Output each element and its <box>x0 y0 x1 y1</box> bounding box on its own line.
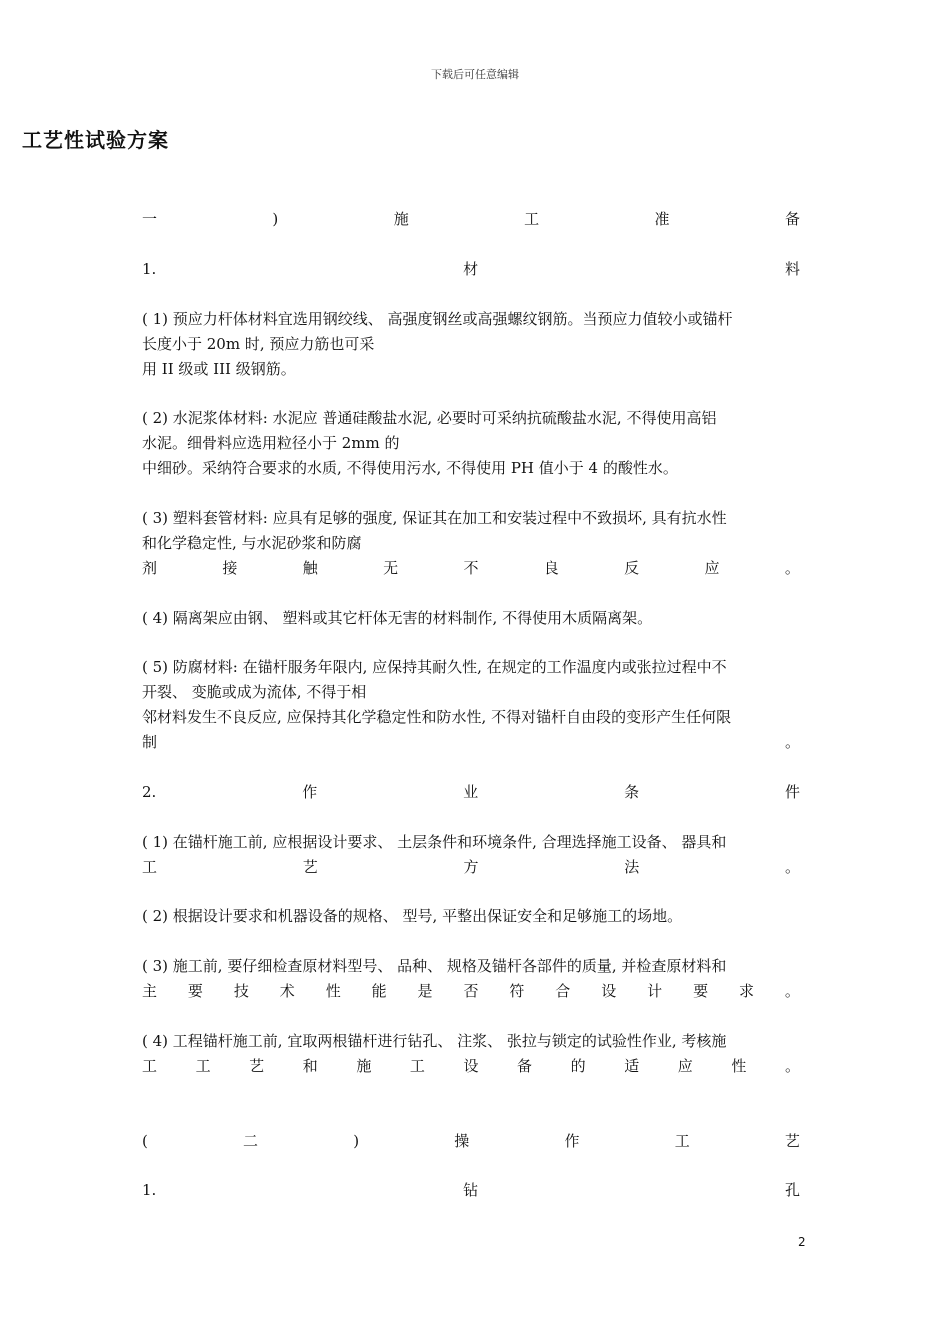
justified-token: 施 <box>356 1057 372 1075</box>
justified-token: 作 <box>302 783 318 801</box>
justified-token: 工 <box>142 1057 158 1075</box>
spread-line <box>142 1129 800 1154</box>
justified-token: 1. <box>142 1181 157 1199</box>
paragraph-line: ( 2) 水泥浆体材料: 水泥应 普通硅酸盐水泥, 必要时可采纳抗硫酸盐水泥, 不得使用高铝 <box>142 409 717 427</box>
justified-token: 方 <box>463 858 479 876</box>
justified-token: 无 <box>383 559 399 577</box>
justified-token: 法 <box>624 858 640 876</box>
justified-token: 艺 <box>249 1057 265 1075</box>
paragraph-line: ( 3) 塑料套管材料: 应具有足够的强度, 保证其在加工和安装过程中不致损坏, 具有抗水性 <box>142 509 727 527</box>
justified-token: 是 <box>417 982 433 1000</box>
justified-token: 1. <box>142 260 157 278</box>
document-title: 工艺性试验方案 <box>22 128 169 152</box>
justified-token: 施 <box>393 210 409 228</box>
justified-token: 计 <box>647 982 663 1000</box>
paragraph-line: 开裂、 变脆或成为流体, 不得于相 <box>142 683 367 701</box>
justified-token: 接 <box>222 559 238 577</box>
justified-token: 工 <box>142 858 158 876</box>
paragraph-line: ( 3) 施工前, 要仔细检查原材料型号、 品种、 规格及锚杆各部件的质量, 并检查原材料和 <box>142 957 727 975</box>
justified-token: 备 <box>517 1057 533 1075</box>
justified-token: 能 <box>371 982 387 1000</box>
paragraph-conditions-1 <box>142 830 800 880</box>
justified-token: 剂 <box>142 559 158 577</box>
section-heading-1 <box>142 207 800 232</box>
page-header: 下载后可任意编辑 <box>431 68 519 81</box>
justified-token: 孔 <box>784 1181 800 1199</box>
paragraph-line: ( 1) 在锚杆施工前, 应根据设计要求、 土层条件和环境条件, 合理选择施工设备、 器具和 <box>142 833 727 851</box>
spread-line <box>142 207 800 232</box>
spread-line <box>142 855 800 880</box>
spread-line <box>142 780 800 805</box>
paragraph-line: ( 5) 防腐材料: 在锚杆服务年限内, 应保持其耐久性, 在规定的工作温度内或张拉过程中不 <box>142 658 727 676</box>
justified-token: 适 <box>624 1057 640 1075</box>
paragraph-conditions-4 <box>142 1029 800 1079</box>
page-number: 2 <box>798 1235 806 1249</box>
justified-token: 。 <box>784 982 800 1000</box>
justified-token: 要 <box>187 982 203 1000</box>
paragraph-line: 用 II 级或 III 级钢筋。 <box>142 360 296 378</box>
paragraph-line: 水泥。细骨料应选用粒径小于 2mm 的 <box>142 434 400 452</box>
paragraph-materials-5 <box>142 655 800 755</box>
paragraph-line: 中细砂。采纳符合要求的水质, 不得使用污水, 不得使用 PH 值小于 4 的酸性水。 <box>142 459 678 477</box>
section-heading-2 <box>142 1129 800 1154</box>
justified-token: 。 <box>784 733 800 751</box>
justified-token: 一 <box>142 210 158 228</box>
justified-token: 设 <box>463 1057 479 1075</box>
justified-token: 艺 <box>302 858 318 876</box>
justified-token: 技 <box>233 982 249 1000</box>
spread-line <box>142 257 800 282</box>
justified-token: 合 <box>555 982 571 1000</box>
justified-token: 操 <box>454 1132 470 1150</box>
subsection-heading-drilling <box>142 1178 800 1203</box>
justified-token: 准 <box>654 210 670 228</box>
spread-line <box>142 979 800 1004</box>
paragraph-line: 长度小于 20m 时, 预应力筋也可采 <box>142 335 375 353</box>
spread-line <box>142 1178 800 1203</box>
justified-token: 工 <box>195 1057 211 1075</box>
paragraph-line: ( 4) 隔离架应由钢、 塑料或其它杆体无害的材料制作, 不得使用木质隔离架。 <box>142 609 653 627</box>
subsection-heading-materials <box>142 257 800 282</box>
paragraph-conditions-3 <box>142 954 800 1004</box>
justified-token: 设 <box>601 982 617 1000</box>
justified-token: 性 <box>325 982 341 1000</box>
justified-token: 术 <box>279 982 295 1000</box>
subsection-heading-conditions <box>142 780 800 805</box>
justified-token: 艺 <box>784 1132 800 1150</box>
justified-token: 。 <box>784 559 800 577</box>
paragraph-materials-3 <box>142 506 800 581</box>
justified-token: 件 <box>784 783 800 801</box>
justified-token: 的 <box>570 1057 586 1075</box>
justified-token: 业 <box>463 783 479 801</box>
justified-token: 不 <box>463 559 479 577</box>
justified-token: ( <box>142 1132 148 1150</box>
paragraph-materials-4 <box>142 606 800 631</box>
justified-token: 条 <box>624 783 640 801</box>
paragraph-line: 和化学稳定性, 与水泥砂浆和防腐 <box>142 534 362 552</box>
justified-token: 应 <box>677 1057 693 1075</box>
paragraph-line: ( 4) 工程锚杆施工前, 宜取两根锚杆进行钻孔、 注浆、 张拉与锁定的试验性作业, 考核施 <box>142 1032 727 1050</box>
justified-token: 二 <box>243 1132 259 1150</box>
justified-token: 2. <box>142 783 157 801</box>
justified-token: 求 <box>738 982 754 1000</box>
spread-line <box>142 1054 800 1079</box>
justified-token: 制 <box>142 733 158 751</box>
justified-token: 工 <box>409 1057 425 1075</box>
justified-token: 料 <box>784 260 800 278</box>
justified-token: 。 <box>784 858 800 876</box>
spread-line <box>142 556 800 581</box>
justified-token: 良 <box>543 559 559 577</box>
justified-token: 工 <box>524 210 540 228</box>
justified-token: 应 <box>704 559 720 577</box>
justified-token: 工 <box>674 1132 690 1150</box>
justified-token: 作 <box>564 1132 580 1150</box>
justified-token: 性 <box>731 1057 747 1075</box>
justified-token: 反 <box>624 559 640 577</box>
justified-token: 钻 <box>463 1181 479 1199</box>
justified-token: ) <box>353 1132 360 1150</box>
spread-line <box>142 730 800 755</box>
justified-token: 和 <box>302 1057 318 1075</box>
justified-token: 材 <box>463 260 479 278</box>
paragraph-materials-2 <box>142 406 800 481</box>
paragraph-line: ( 1) 预应力杆体材料宜选用钢绞线、 高强度钢丝或高强螺纹钢筋。当预应力值较小或锚杆 <box>142 310 733 328</box>
justified-token: 要 <box>693 982 709 1000</box>
justified-token: ) <box>272 210 279 228</box>
justified-token: 触 <box>302 559 318 577</box>
paragraph-conditions-2 <box>142 904 800 929</box>
paragraph-line: ( 2) 根据设计要求和机器设备的规格、 型号, 平整出保证安全和足够施工的场地。 <box>142 907 683 925</box>
paragraph-line: 邻材料发生不良反应, 应保持其化学稳定性和防水性, 不得对锚杆自由段的变形产生任何限 <box>142 708 732 726</box>
justified-token: 符 <box>509 982 525 1000</box>
justified-token: 主 <box>142 982 158 1000</box>
justified-token: 。 <box>784 1057 800 1075</box>
justified-token: 否 <box>463 982 479 1000</box>
justified-token: 备 <box>784 210 800 228</box>
paragraph-materials-1 <box>142 307 800 382</box>
